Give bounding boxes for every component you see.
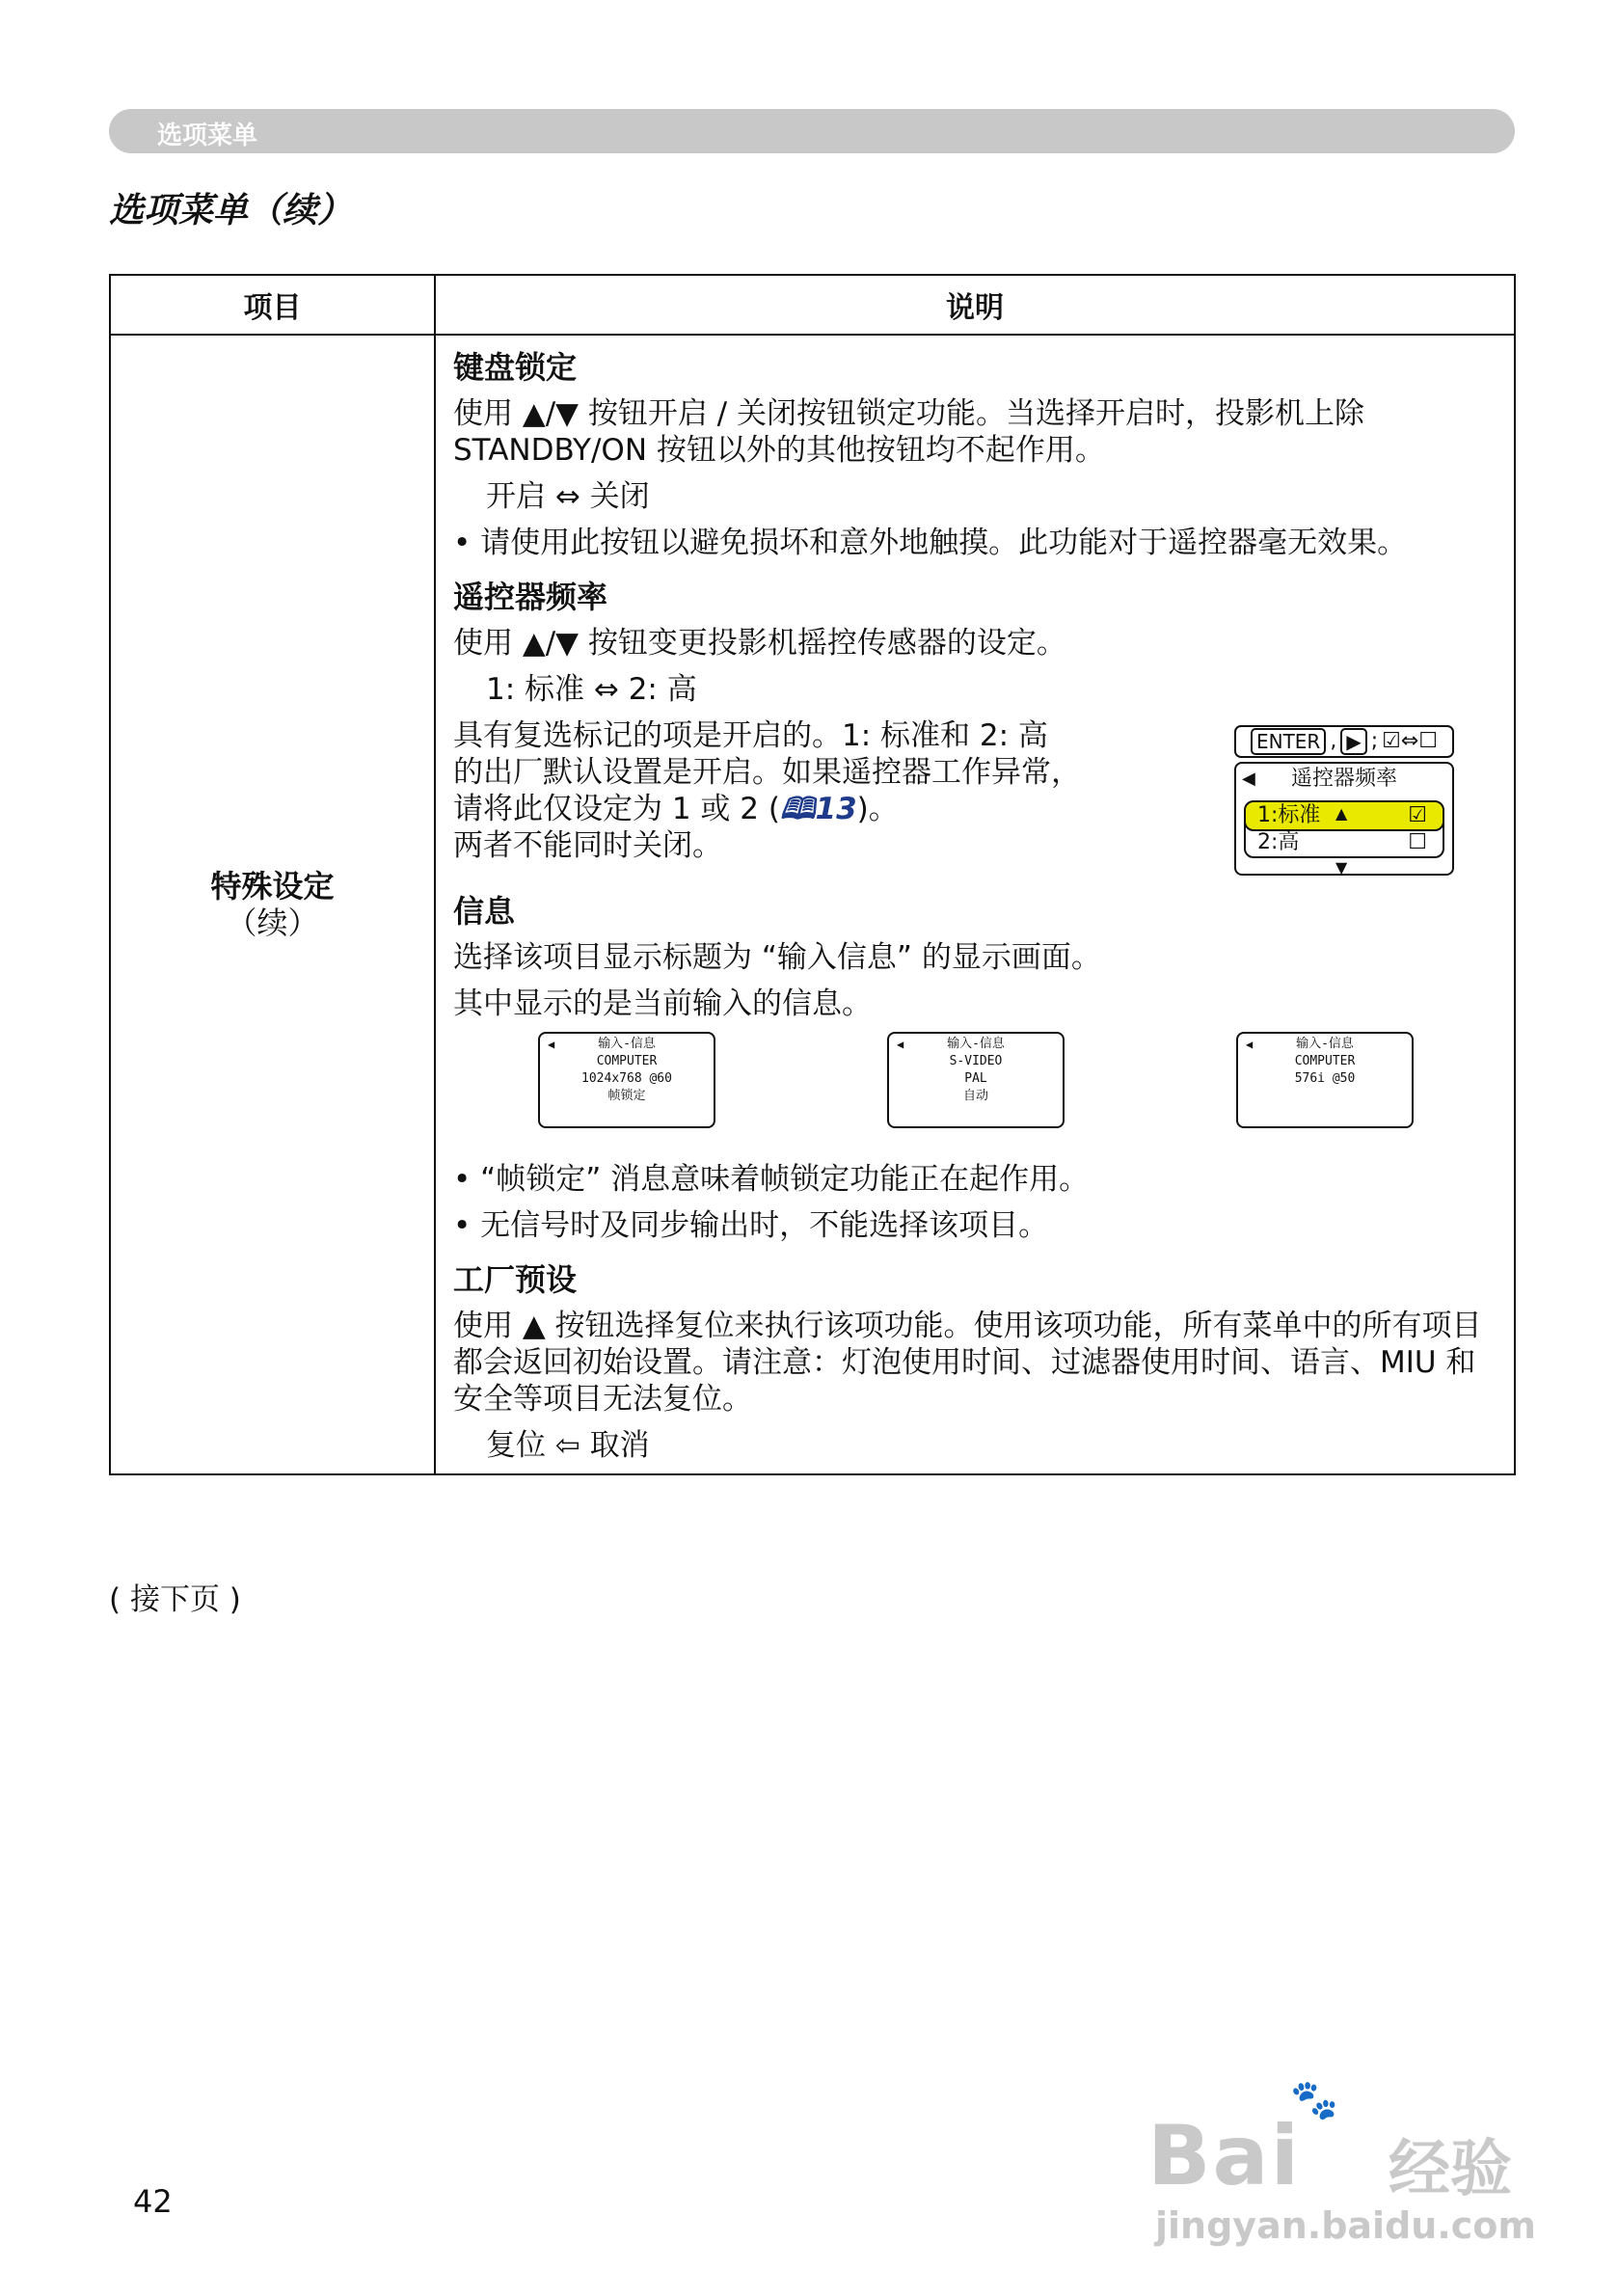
item-cell xyxy=(110,335,435,1474)
info-screen-header xyxy=(1238,1034,1412,1053)
info-screen-line: PAL xyxy=(964,1071,987,1086)
remote-freq-line-text: )。 xyxy=(856,792,899,826)
factory-reset-text: 使用 ▲ 按钮选择复位来执行该项功能。使用该项功能，所有菜单中的所有项目都会返回初始设置。请注意：灯泡使用时间、过滤器使用时间、语言、MIU 和安全等项目无法复位。 xyxy=(453,1309,1482,1417)
page-reference-number: 13 xyxy=(815,792,857,826)
factory-reset-options: 复位 ⇦ 取消 xyxy=(486,1428,650,1463)
info-screen xyxy=(1236,1032,1414,1128)
info-screen xyxy=(538,1032,715,1128)
remote-freq-line: 具有复选标记的项是开启的。1: 标准和 2: 高 xyxy=(453,718,1048,753)
column-header-item: 项目 xyxy=(110,275,435,335)
info-screen-title: 输入-信息 xyxy=(947,1037,1005,1051)
remote-freq-line: 的出厂默认设置是开启。如果遥控器工作异常， xyxy=(453,755,1081,790)
info-note: • “帧锁定” 消息意味着帧锁定功能正在起作用。 xyxy=(453,1162,1090,1197)
info-screen-title: 输入-信息 xyxy=(1296,1037,1354,1051)
remote-freq-row xyxy=(453,717,1500,876)
paw-icon: 🐾 xyxy=(1290,2078,1338,2122)
info-screen-line: 帧锁定 xyxy=(607,1089,646,1103)
remote-freq-line xyxy=(453,791,1186,827)
remote-freq-line: 两者不能同时关闭。 xyxy=(453,828,722,863)
book-icon: 🕮 xyxy=(779,792,816,826)
info-screen-line: 576i @50 xyxy=(1294,1071,1356,1086)
menu-option-label: 1:标准 xyxy=(1257,803,1321,827)
menu-option-high[interactable] xyxy=(1246,829,1443,856)
page-reference-link[interactable] xyxy=(780,792,857,826)
remote-freq-line-text: 请将此仅设定为 1 或 2 ( xyxy=(453,792,780,826)
menu-title xyxy=(1242,768,1446,791)
down-arrow-icon: ▼ xyxy=(1335,858,1348,877)
remote-freq-options: 1: 标准 ⇔ 2: 高 xyxy=(486,672,697,707)
play-key-icon: ▶ xyxy=(1340,728,1366,755)
section-header-bar xyxy=(109,109,1515,153)
keylock-note: • 请使用此按钮以避免损坏和意外地触摸。此功能对于遥控器毫无效果。 xyxy=(453,526,1408,560)
menu-key-hint: ENTER , ▶ ; ☑⇔☐ xyxy=(1234,725,1454,758)
up-arrow-icon: ▲ xyxy=(1335,804,1348,823)
watermark-brand-suffix: 经验 xyxy=(1389,2134,1512,2205)
toggle-check-icon: ☑⇔☐ xyxy=(1382,729,1439,753)
watermark-brand: Bai xyxy=(1147,2108,1302,2204)
menu-title-text: 遥控器频率 xyxy=(1290,767,1397,791)
item-note: （续） xyxy=(226,905,319,941)
table-header-row xyxy=(110,275,1515,335)
left-arrow-icon: ◀ xyxy=(1242,769,1255,789)
info-screen-line: S-VIDEO xyxy=(949,1054,1003,1068)
remote-freq-body xyxy=(453,717,1186,864)
watermark-url: jingyan.baidu.com xyxy=(1155,2204,1536,2247)
info-screen xyxy=(887,1032,1065,1128)
info-screen-line: 自动 xyxy=(962,1089,988,1103)
options-table xyxy=(109,274,1516,1475)
checked-box-icon: ☑ xyxy=(1408,803,1427,827)
info-screen-line: COMPUTER xyxy=(596,1054,658,1068)
enter-key-label: ENTER xyxy=(1251,728,1326,755)
info-screen-line: COMPUTER xyxy=(1294,1054,1356,1068)
info-text: 选择该项目显示标题为 “输入信息” 的显示画面。 xyxy=(453,940,1101,975)
table-row xyxy=(110,335,1515,1474)
info-screen-title: 输入-信息 xyxy=(598,1037,656,1051)
remote-freq-text: 使用 ▲/▼ 按钮变更投影机摇控传感器的设定。 xyxy=(453,626,1066,661)
left-arrow-icon: ◀ xyxy=(1246,1038,1254,1051)
keylock-text: 使用 ▲/▼ 按钮开启 / 关闭按钮锁定功能。当选择开启时，投影机上除 STANDBY/ON 按钮以外的其他按钮均不起作用。 xyxy=(453,396,1364,468)
info-screen-header xyxy=(540,1034,714,1053)
info-screens xyxy=(453,1032,1500,1148)
menu-panel xyxy=(1234,762,1454,876)
continued-note: ( 接下页 ) xyxy=(109,1582,241,1617)
item-name: 特殊设定 xyxy=(210,868,335,905)
left-arrow-icon: ◀ xyxy=(548,1038,555,1051)
factory-reset-heading: 工厂预设 xyxy=(453,1261,578,1298)
remote-freq-heading: 遥控器频率 xyxy=(453,579,608,615)
info-heading: 信息 xyxy=(453,893,516,930)
description-cell xyxy=(435,335,1515,1474)
info-screen-line: 1024x768 @60 xyxy=(581,1071,672,1086)
section-header-label: 选项菜单 xyxy=(157,122,258,150)
baidu-watermark xyxy=(1147,2078,1552,2247)
page-number: 42 xyxy=(133,2183,173,2220)
info-screen-header xyxy=(889,1034,1063,1053)
keylock-heading: 键盘锁定 xyxy=(453,349,578,386)
menu-option-label: 2:高 xyxy=(1257,830,1300,854)
info-note: • 无信号时及同步输出时，不能选择该项目。 xyxy=(453,1208,1049,1243)
keylock-options: 开启 ⇔ 关闭 xyxy=(486,479,650,514)
unchecked-box-icon: ☐ xyxy=(1408,830,1427,854)
remote-freq-menu xyxy=(1234,725,1454,876)
column-header-description: 说明 xyxy=(435,275,1515,335)
info-text: 其中显示的是当前输入的信息。 xyxy=(453,986,872,1021)
page-title: 选项菜单（续） xyxy=(109,191,353,230)
left-arrow-icon: ◀ xyxy=(897,1038,904,1051)
